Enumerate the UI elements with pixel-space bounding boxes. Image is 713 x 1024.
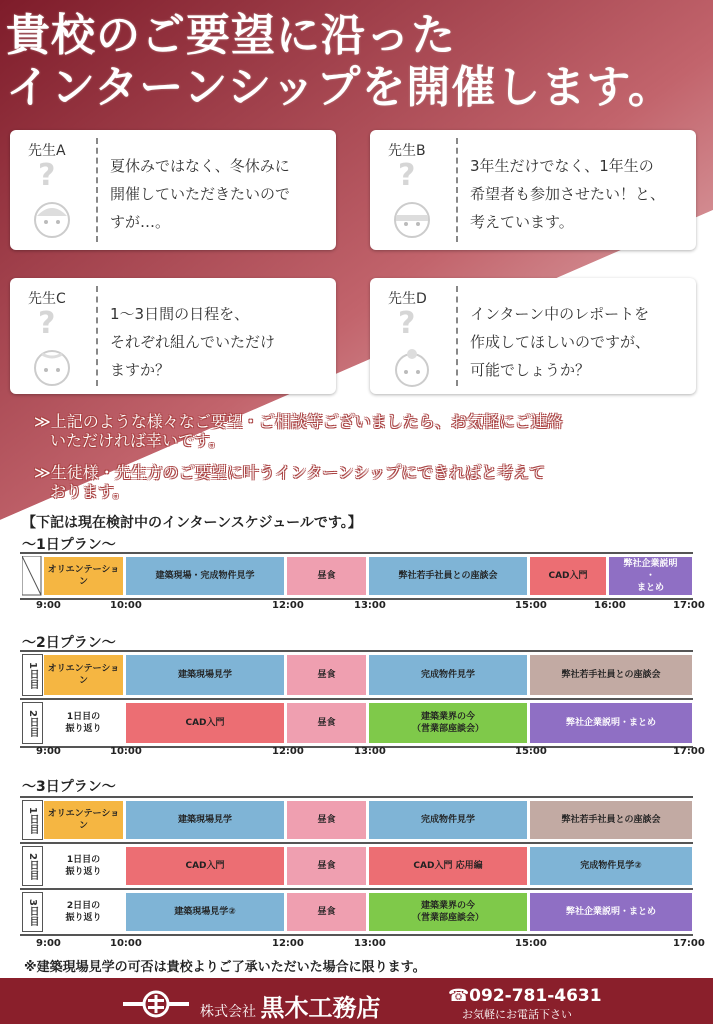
- time-label: 16:00: [594, 600, 626, 611]
- plan-title-1day: ～1日プラン～: [22, 537, 116, 553]
- company-logo-icon: [123, 990, 189, 1018]
- block-lunch: 昼食: [287, 847, 366, 885]
- company-name: [200, 988, 380, 1023]
- block-company-info: 弊社企業説明・まとめ: [530, 893, 692, 931]
- block-lunch: 昼食: [287, 893, 366, 931]
- teacher-tag: 先生A: [28, 143, 66, 159]
- time-label: 13:00: [354, 938, 386, 949]
- teacher-request: インターン中のレポートを 作成してほしいのですが、 可能でしょうか？: [470, 305, 651, 379]
- teacher-tag: 先生D: [388, 291, 427, 307]
- block-review: 1日目の 振り返り: [44, 703, 123, 743]
- headline-line-2: インターンシップを開催します。: [6, 62, 673, 113]
- block-orientation: オリエンテーション: [44, 557, 123, 595]
- block-roundtable: 弊社若手社員との座談会: [369, 557, 527, 595]
- schedule-row: [20, 796, 693, 844]
- time-label: 17:00: [673, 600, 705, 611]
- block-lunch: 昼食: [287, 655, 366, 695]
- teacher-request: 夏休みではなく、冬休みに 開催していただきたいので すが…。: [110, 157, 291, 231]
- footnote: ※建築現場見学の可否は貴校よりご了承いただいた場合に限ります。: [24, 960, 426, 975]
- block-company-info: 弊社企業説明 ・ まとめ: [609, 557, 692, 595]
- phone-number: ☎092-781-4631: [448, 986, 602, 1006]
- face-c-icon: [32, 348, 72, 388]
- face-d-icon: [392, 348, 432, 388]
- teacher-card-c: [10, 278, 336, 394]
- company-prefix: 株式会社: [200, 1004, 256, 1020]
- block-property-tour: 完成物件見学: [369, 801, 527, 839]
- time-label: 15:00: [515, 746, 547, 757]
- time-label: 15:00: [515, 938, 547, 949]
- block-cad: CAD入門: [126, 703, 284, 743]
- block-industry-talk: 建築業界の今 （営業部座談会）: [369, 703, 527, 743]
- headline-line-1: 貴校のご要望に沿った: [6, 10, 456, 61]
- face-a-icon: [32, 200, 72, 240]
- time-label: 17:00: [673, 938, 705, 949]
- question-mark-icon: ?: [398, 158, 416, 193]
- time-label: 9:00: [36, 938, 61, 949]
- block-site-tour: 建築現場見学: [126, 801, 284, 839]
- time-label: 12:00: [272, 600, 304, 611]
- card-divider: [96, 138, 98, 242]
- block-site-tour: 建築現場・完成物件見学: [126, 557, 284, 595]
- time-label: 10:00: [110, 938, 142, 949]
- note-consultation: ≫上記のような様々なご要望・ご相談等ございましたら、お気軽にご連絡 いただければ幸いです。: [34, 412, 563, 450]
- teacher-card-b: [370, 130, 696, 250]
- note-wishes: ≫生徒様・先生方のご要望に叶うインターンシップにできればと考えて おります。: [34, 463, 546, 501]
- block-orientation: オリエンテーション: [44, 801, 123, 839]
- block-review: 2日目の 振り返り: [44, 893, 123, 931]
- company-main-name: 黒木工務店: [260, 994, 381, 1022]
- time-label: 9:00: [36, 746, 61, 757]
- block-property-tour: 完成物件見学: [369, 655, 527, 695]
- block-cad-advanced: CAD入門 応用編: [369, 847, 527, 885]
- time-label: 10:00: [110, 746, 142, 757]
- time-label: 12:00: [272, 746, 304, 757]
- teacher-tag: 先生C: [28, 291, 66, 307]
- teacher-card-d: [370, 278, 696, 394]
- block-orientation: オリエンテーション: [44, 655, 123, 695]
- card-divider: [456, 138, 458, 242]
- card-divider: [96, 286, 98, 386]
- plan-title-2day: ～2日プラン～: [22, 635, 116, 651]
- block-lunch: 昼食: [287, 703, 366, 743]
- block-site-tour: 建築現場見学: [126, 655, 284, 695]
- day-label: 3日目: [22, 892, 43, 932]
- block-industry-talk: 建築業界の今 （営業部座談会）: [369, 893, 527, 931]
- phone-note: お気軽にお電話下さい: [462, 1008, 572, 1021]
- schedule-caption: 【下記は現在検討中のインターンスケジュールです。】: [22, 515, 362, 531]
- time-label: 13:00: [354, 746, 386, 757]
- day-label: 2日目: [22, 846, 43, 886]
- schedule-row: [20, 698, 693, 748]
- time-label: 10:00: [110, 600, 142, 611]
- block-cad: CAD入門: [126, 847, 284, 885]
- schedule-row: [20, 650, 693, 700]
- time-label: 13:00: [354, 600, 386, 611]
- schedule-row: [20, 842, 693, 890]
- time-label: 9:00: [36, 600, 61, 611]
- block-lunch: 昼食: [287, 557, 366, 595]
- teacher-tag: 先生B: [388, 143, 426, 159]
- block-property-tour-2: 完成物件見学②: [530, 847, 692, 885]
- plan-title-3day: ～3日プラン～: [22, 779, 116, 795]
- question-mark-icon: ?: [398, 306, 416, 341]
- day-label: 1日目: [22, 654, 43, 696]
- question-mark-icon: ?: [38, 306, 56, 341]
- teacher-card-a: [10, 130, 336, 250]
- time-label: 17:00: [673, 746, 705, 757]
- time-label: 12:00: [272, 938, 304, 949]
- block-company-info: 弊社企業説明・まとめ: [530, 703, 692, 743]
- block-cad: CAD入門: [530, 557, 606, 595]
- block-lunch: 昼食: [287, 801, 366, 839]
- empty-day-cell: [22, 556, 42, 596]
- block-review: 1日目の 振り返り: [44, 847, 123, 885]
- schedule-row: [20, 552, 693, 600]
- teacher-request: 1～3日間の日程を、 それぞれ組んでいただけ ますか？: [110, 305, 276, 379]
- question-mark-icon: ?: [38, 158, 56, 193]
- time-label: 15:00: [515, 600, 547, 611]
- block-roundtable: 弊社若手社員との座談会: [530, 801, 692, 839]
- schedule-row: [20, 888, 693, 936]
- day-label: 2日目: [22, 702, 43, 744]
- day-label: 1日目: [22, 800, 43, 840]
- block-site-tour-2: 建築現場見学②: [126, 893, 284, 931]
- card-divider: [456, 286, 458, 386]
- face-b-icon: [392, 200, 432, 240]
- block-roundtable: 弊社若手社員との座談会: [530, 655, 692, 695]
- teacher-request: 3年生だけでなく、1年生の 希望者も参加させたい！と、 考えています。: [470, 157, 666, 231]
